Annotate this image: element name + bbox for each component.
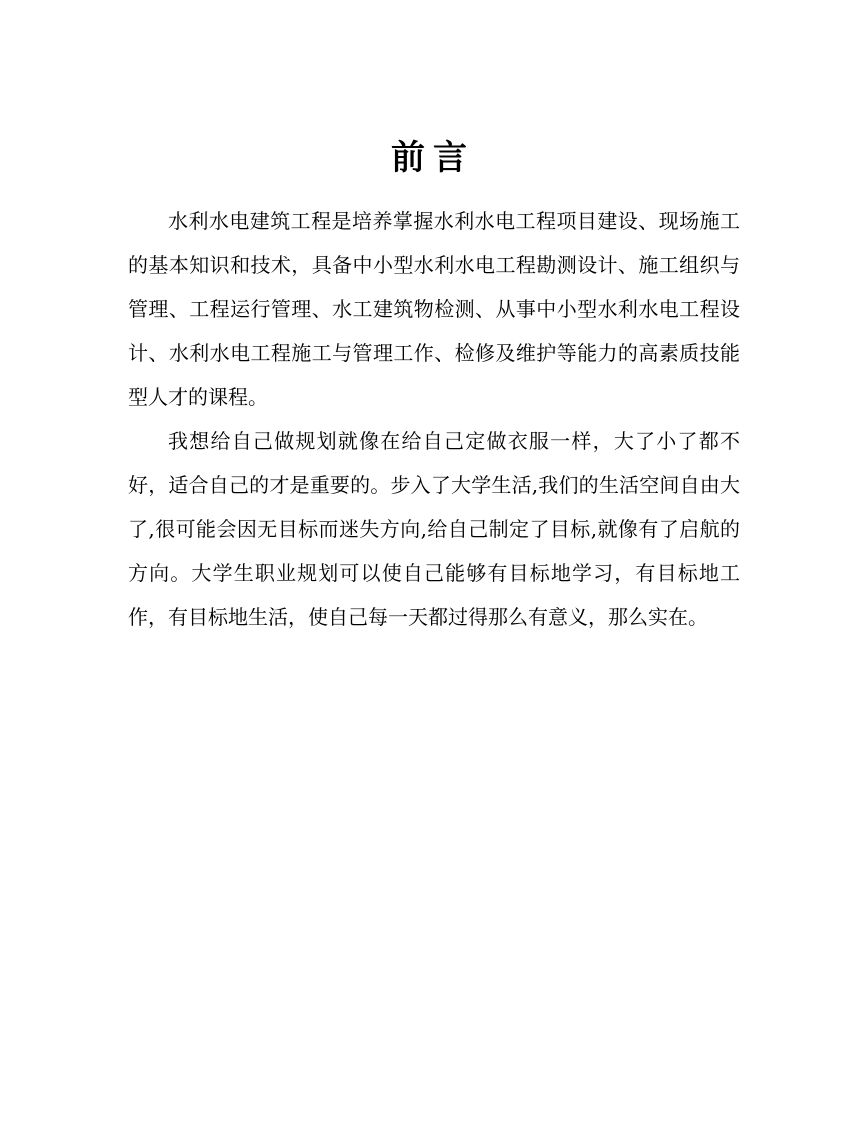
- paragraph-intro: 水利水电建筑工程是培养掌握水利水电工程项目建设、现场施工的基本知识和技术，具备中小型水利水电工程勘测设计、施工组织与管理、工程运行管理、水工建筑物检测、从事中小型水利水电工程设计、水利水电工程施工与管理工作、检修及维护等能力的高素质技能型人才的课程。: [128, 209, 740, 409]
- paragraph-planning: 我想给自己做规划就像在给自己定做衣服一样，大了小了都不好，适合自己的才是重要的。步入了大学生活,我们的生活空间自由大了,很可能会因无目标而迷失方向,给自己制定了目标,就像有了启航的方向。大学生职业规划可以使自己能够有目标地学习，有目标地工作，有目标地生活，使自己每一天都过得那么有意义，那么实在。: [128, 429, 740, 629]
- document-body: [128, 199, 740, 639]
- page-title: 前言: [391, 137, 475, 178]
